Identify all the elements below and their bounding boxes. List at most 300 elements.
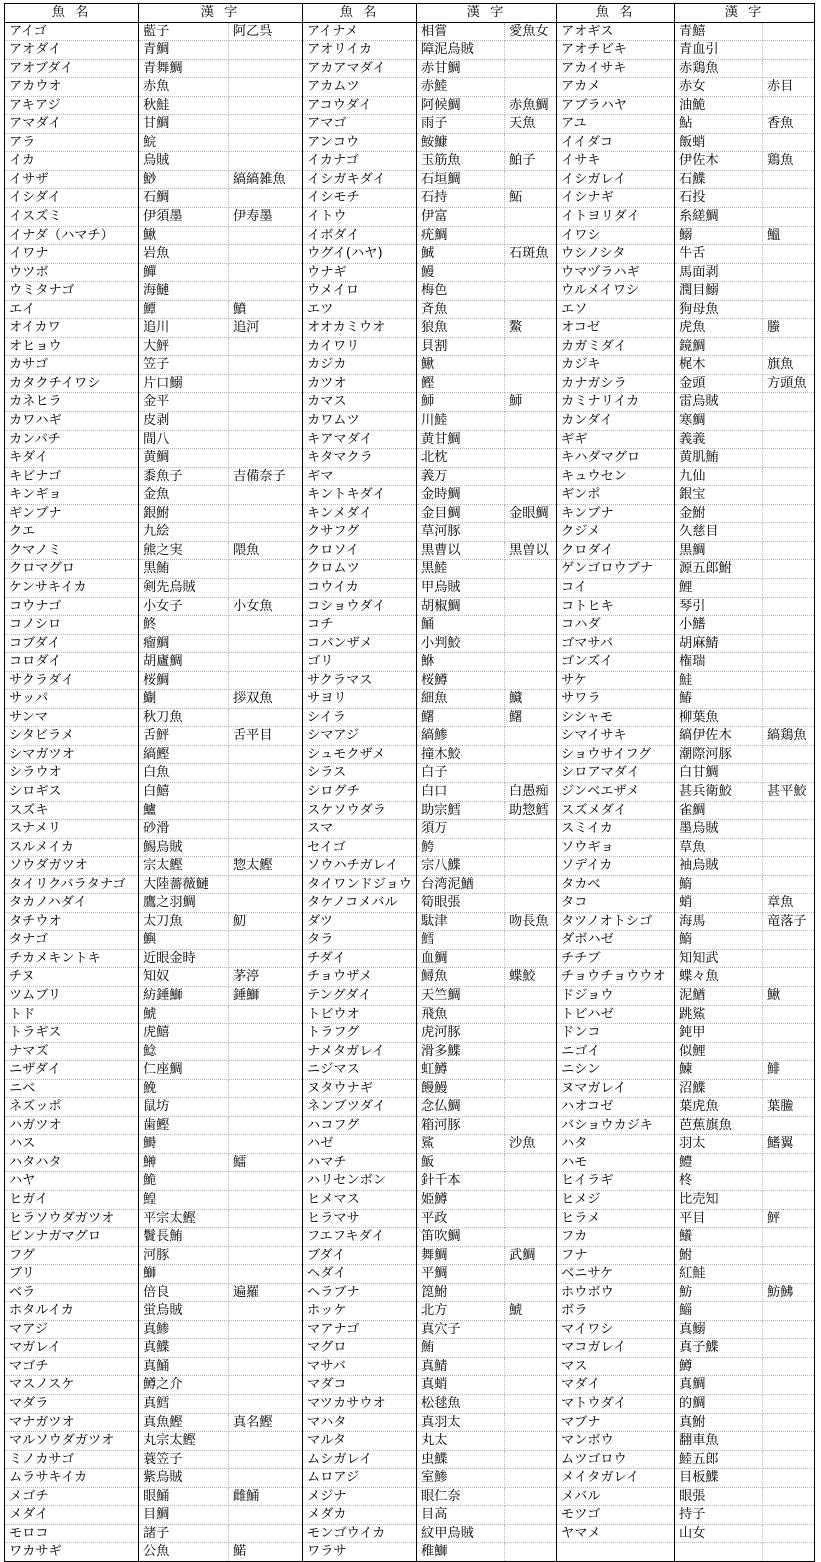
kanji: 桜鯛 — [139, 671, 229, 690]
kanji-alt — [229, 430, 303, 449]
kanji-alt — [505, 1079, 557, 1098]
fish-name: コロダイ — [5, 653, 139, 672]
fish-name: トビウオ — [303, 1005, 417, 1024]
kanji: 宗八鰈 — [417, 857, 505, 876]
kanji: 真鱈 — [139, 1395, 229, 1414]
fish-name: オイカワ — [5, 319, 139, 338]
kanji: 銀鮒 — [139, 504, 229, 523]
kanji: 鱶 — [675, 1228, 763, 1247]
kanji: 鮴 — [417, 653, 505, 672]
kanji: 北方 — [417, 1302, 505, 1321]
kanji-alt: 鰲 — [505, 319, 557, 338]
fish-name: ヘダイ — [303, 1265, 417, 1284]
kanji-alt — [229, 1061, 303, 1080]
fish-name — [557, 1543, 675, 1562]
fish-name: ハモ — [557, 1153, 675, 1172]
kanji: 天竺鯛 — [417, 986, 505, 1005]
kanji-alt — [229, 486, 303, 505]
kanji: 義万 — [417, 467, 505, 486]
fish-name: メダイ — [5, 1506, 139, 1525]
fish-name: アオギス — [557, 22, 675, 41]
kanji-alt — [505, 671, 557, 690]
kanji-alt: 鮊子 — [505, 152, 557, 171]
kanji: 鏡鯛 — [675, 337, 763, 356]
kanji: 饅鰻 — [417, 1079, 505, 1098]
kanji: 小女子 — [139, 597, 229, 616]
fish-name: マハタ — [303, 1413, 417, 1432]
kanji-alt — [763, 430, 815, 449]
fish-name: チヌ — [5, 968, 139, 987]
kanji: 寒鯛 — [675, 412, 763, 431]
fish-name: コウナゴ — [5, 597, 139, 616]
fish-name: キアマダイ — [303, 430, 417, 449]
fish-name: アイナメ — [303, 22, 417, 41]
kanji: 赤鶏魚 — [675, 59, 763, 78]
fish-name: タナゴ — [5, 931, 139, 950]
kanji-alt — [505, 208, 557, 227]
table-row — [5, 1320, 815, 1339]
kanji: 狼魚 — [417, 319, 505, 338]
kanji: 鯯 — [139, 690, 229, 709]
fish-name: マルタ — [303, 1432, 417, 1451]
kanji: 縞鰹 — [139, 745, 229, 764]
kanji-alt — [229, 1246, 303, 1265]
table-row — [5, 226, 815, 245]
fish-name: ベラ — [5, 1283, 139, 1302]
kanji: 白魚 — [139, 764, 229, 783]
fish-name: ナマズ — [5, 1042, 139, 1061]
kanji-alt — [763, 1005, 815, 1024]
table-row — [5, 1005, 815, 1024]
kanji: 片口鰯 — [139, 374, 229, 393]
fish-name: マグロ — [303, 1339, 417, 1358]
kanji-alt: 鰮 — [763, 226, 815, 245]
kanji: 梶木 — [675, 356, 763, 375]
kanji: 跳鯊 — [675, 1005, 763, 1024]
fish-name: コバンザメ — [303, 634, 417, 653]
fish-name: ブダイ — [303, 1246, 417, 1265]
fish-name: フナ — [557, 1246, 675, 1265]
fish-name: ヒラメ — [557, 1209, 675, 1228]
kanji-alt — [229, 1450, 303, 1469]
fish-name: ボラ — [557, 1302, 675, 1321]
table-row — [5, 263, 815, 282]
kanji-alt: 吉備奈子 — [229, 467, 303, 486]
fish-name: ウナギ — [303, 263, 417, 282]
fish-name: クジメ — [557, 523, 675, 542]
kanji: 笛吹鯛 — [417, 1228, 505, 1247]
kanji: 目高 — [417, 1506, 505, 1525]
fish-name: マダイ — [557, 1376, 675, 1395]
kanji: 蓑笠子 — [139, 1450, 229, 1469]
kanji-alt — [505, 1265, 557, 1284]
kanji: 鯥五郎 — [675, 1450, 763, 1469]
kanji-alt: 金眼鯛 — [505, 504, 557, 523]
kanji-alt: 鱝 — [229, 300, 303, 319]
fish-name: キンギョ — [5, 486, 139, 505]
kanji: 真子鰈 — [675, 1339, 763, 1358]
fish-name: キハダマグロ — [557, 449, 675, 468]
fish-name: カンダイ — [557, 412, 675, 431]
kanji-alt: 葉䲢 — [763, 1098, 815, 1117]
kanji-alt: 鮃 — [763, 1209, 815, 1228]
fish-name: ヒメジ — [557, 1191, 675, 1210]
kanji-alt — [505, 1061, 557, 1080]
kanji: 胡廬鯛 — [139, 653, 229, 672]
kanji-alt — [763, 467, 815, 486]
kanji: 草魚 — [675, 838, 763, 857]
table-row — [5, 875, 815, 894]
kanji-alt — [763, 1116, 815, 1135]
kanji: 真穴子 — [417, 1320, 505, 1339]
fish-name: ムロアジ — [303, 1469, 417, 1488]
fish-name: カネヒラ — [5, 393, 139, 412]
kanji: 舞鯛 — [417, 1246, 505, 1265]
fish-name: ハヤ — [5, 1172, 139, 1191]
kanji-alt — [229, 838, 303, 857]
kanji-alt: 魴鮄 — [763, 1283, 815, 1302]
fish-name: ヒラソウダガツオ — [5, 1209, 139, 1228]
kanji-alt — [763, 282, 815, 301]
kanji: 黄鯛 — [139, 449, 229, 468]
table-row — [5, 634, 815, 653]
kanji-alt — [229, 875, 303, 894]
kanji-alt — [505, 412, 557, 431]
fish-name: サヨリ — [303, 690, 417, 709]
kanji-alt: 茅渟 — [229, 968, 303, 987]
fish-name: コウイカ — [303, 578, 417, 597]
kanji: 追川 — [139, 319, 229, 338]
table-row — [5, 690, 815, 709]
kanji: 念仏鯛 — [417, 1098, 505, 1117]
kanji: 羽太 — [675, 1135, 763, 1154]
kanji-alt — [505, 1153, 557, 1172]
table-row — [5, 393, 815, 412]
kanji-alt — [763, 1487, 815, 1506]
table-row — [5, 708, 815, 727]
kanji: 鱈 — [417, 931, 505, 950]
kanji-alt: 章魚 — [763, 894, 815, 913]
fish-name: イシモチ — [303, 189, 417, 208]
fish-name: タコ — [557, 894, 675, 913]
kanji-alt — [505, 616, 557, 635]
fish-name: ワカサギ — [5, 1543, 139, 1562]
kanji-alt — [229, 59, 303, 78]
kanji-alt: 黒曽以 — [505, 541, 557, 560]
kanji-alt — [763, 1191, 815, 1210]
kanji-alt — [763, 820, 815, 839]
fish-name: ホタルイカ — [5, 1302, 139, 1321]
kanji-alt — [229, 782, 303, 801]
fish-name: ハス — [5, 1135, 139, 1154]
table-row — [5, 467, 815, 486]
fish-name: ダツ — [303, 912, 417, 931]
kanji: 紫烏賊 — [139, 1469, 229, 1488]
fish-name: シュモクザメ — [303, 745, 417, 764]
kanji-alt — [763, 170, 815, 189]
fish-name: トラギス — [5, 1024, 139, 1043]
kanji: 鰉 — [139, 1191, 229, 1210]
kanji: 鰻 — [417, 263, 505, 282]
table-row — [5, 374, 815, 393]
kanji: 眼仁奈 — [417, 1487, 505, 1506]
kanji-alt — [505, 857, 557, 876]
fish-name: ヒイラギ — [557, 1172, 675, 1191]
kanji-alt — [763, 949, 815, 968]
kanji: 雷烏賊 — [675, 393, 763, 412]
kanji: 似鯉 — [675, 1042, 763, 1061]
kanji-alt — [505, 1172, 557, 1191]
table-row — [5, 1469, 815, 1488]
kanji: 金鮒 — [675, 504, 763, 523]
fish-name: イシガキダイ — [303, 170, 417, 189]
kanji: 秋刀魚 — [139, 708, 229, 727]
kanji: 石投 — [675, 189, 763, 208]
fish-name: アカムツ — [303, 78, 417, 97]
kanji: 稚鰤 — [417, 1543, 505, 1562]
table-row — [5, 78, 815, 97]
kanji: 須万 — [417, 820, 505, 839]
kanji-alt — [229, 523, 303, 542]
kanji-alt — [505, 59, 557, 78]
kanji-alt — [763, 857, 815, 876]
fish-name: シマイサキ — [557, 727, 675, 746]
kanji: 金時鯛 — [417, 486, 505, 505]
kanji: 目板鰈 — [675, 1469, 763, 1488]
kanji: 大鮃 — [139, 337, 229, 356]
fish-name: クサフグ — [303, 523, 417, 542]
kanji-alt — [763, 616, 815, 635]
fish-name: ニベ — [5, 1079, 139, 1098]
kanji: 狗母魚 — [675, 300, 763, 319]
table-row — [5, 597, 815, 616]
fish-name: ウマヅラハギ — [557, 263, 675, 282]
fish-name: ハコフグ — [303, 1116, 417, 1135]
kanji-alt — [763, 1246, 815, 1265]
fish-name: スミイカ — [557, 820, 675, 839]
kanji-alt: 舌平目 — [229, 727, 303, 746]
kanji: 石鰈 — [675, 170, 763, 189]
fish-name: メゴチ — [5, 1487, 139, 1506]
kanji-alt — [763, 1432, 815, 1451]
kanji: 真鯒 — [139, 1357, 229, 1376]
kanji: 鰍 — [139, 226, 229, 245]
fish-name: ギンブナ — [5, 504, 139, 523]
kanji-alt: 竜落子 — [763, 912, 815, 931]
kanji: 鮬 — [417, 838, 505, 857]
header-fish-name-3: 魚 名 — [557, 4, 675, 23]
table-row — [5, 1432, 815, 1451]
kanji: 鯒 — [417, 616, 505, 635]
fish-name: タチウオ — [5, 912, 139, 931]
kanji-alt — [763, 1395, 815, 1414]
kanji: 鰰 — [139, 1153, 229, 1172]
kanji: 箱河豚 — [417, 1116, 505, 1135]
fish-name: サクラマス — [303, 671, 417, 690]
fish-name: ソウハチガレイ — [303, 857, 417, 876]
kanji: 金目鯛 — [417, 504, 505, 523]
kanji-alt — [229, 820, 303, 839]
kanji: 伊富 — [417, 208, 505, 227]
fish-name: トラフグ — [303, 1024, 417, 1043]
kanji-alt — [763, 671, 815, 690]
kanji-alt — [763, 1376, 815, 1395]
kanji-alt — [763, 690, 815, 709]
fish-name: アキアジ — [5, 96, 139, 115]
kanji-alt — [229, 708, 303, 727]
fish-name: カガミダイ — [557, 337, 675, 356]
kanji: 黍魚子 — [139, 467, 229, 486]
fish-name: カタクチイワシ — [5, 374, 139, 393]
kanji-alt — [763, 300, 815, 319]
fish-name: ムツゴロウ — [557, 1450, 675, 1469]
fish-name: チカメキントキ — [5, 949, 139, 968]
kanji: 諸子 — [139, 1524, 229, 1543]
kanji-alt — [229, 1339, 303, 1358]
kanji: 鱒之介 — [139, 1376, 229, 1395]
fish-name: ハタ — [557, 1135, 675, 1154]
kanji-alt — [505, 356, 557, 375]
kanji-alt — [229, 1098, 303, 1117]
table-row — [5, 1079, 815, 1098]
kanji-alt — [229, 1524, 303, 1543]
kanji: 鰍 — [417, 356, 505, 375]
kanji: 岩魚 — [139, 245, 229, 264]
fish-name: クエ — [5, 523, 139, 542]
kanji: 小判鮫 — [417, 634, 505, 653]
fish-name: アカウオ — [5, 78, 139, 97]
kanji: 石鯛 — [139, 189, 229, 208]
kanji-alt — [505, 374, 557, 393]
fish-name: マス — [557, 1357, 675, 1376]
kanji: 鯎 — [417, 245, 505, 264]
kanji-alt — [763, 1450, 815, 1469]
kanji: 柊 — [675, 1172, 763, 1191]
kanji: 松毬魚 — [417, 1395, 505, 1414]
kanji-alt — [763, 1302, 815, 1321]
fish-name: カマス — [303, 393, 417, 412]
kanji-alt — [229, 949, 303, 968]
fish-name: シシャモ — [557, 708, 675, 727]
kanji-alt — [505, 764, 557, 783]
fish-name: ニザダイ — [5, 1061, 139, 1080]
table-row — [5, 170, 815, 189]
kanji: 甚兵衛鮫 — [675, 782, 763, 801]
kanji-alt — [229, 1320, 303, 1339]
fish-name: イサキ — [557, 152, 675, 171]
kanji: 胡麻鯖 — [675, 634, 763, 653]
fish-name: メイタガレイ — [557, 1469, 675, 1488]
kanji-alt — [763, 541, 815, 560]
kanji: 小鰭 — [675, 616, 763, 635]
table-row — [5, 820, 815, 839]
table-row — [5, 1042, 815, 1061]
fish-name: タツノオトシゴ — [557, 912, 675, 931]
kanji-alt — [505, 430, 557, 449]
kanji: 泥鰌 — [675, 986, 763, 1005]
fish-name: ヘラブナ — [303, 1283, 417, 1302]
fish-name: マダコ — [303, 1376, 417, 1395]
kanji: 虎鱚 — [139, 1024, 229, 1043]
kanji-alt: 鱰 — [505, 708, 557, 727]
fish-name: シロギス — [5, 782, 139, 801]
fish-name: ネンブツダイ — [303, 1098, 417, 1117]
fish-name: ドジョウ — [557, 986, 675, 1005]
kanji: 鰯 — [675, 226, 763, 245]
fish-name: マアジ — [5, 1320, 139, 1339]
kanji: 平政 — [417, 1209, 505, 1228]
table-row — [5, 1024, 815, 1043]
fish-name: ウツボ — [5, 263, 139, 282]
fish-name: シイラ — [303, 708, 417, 727]
fish-name: イカ — [5, 152, 139, 171]
kanji-alt: 遍羅 — [229, 1283, 303, 1302]
kanji: 河豚 — [139, 1246, 229, 1265]
kanji-alt — [505, 986, 557, 1005]
header-kanji-2: 漢 字 — [417, 4, 557, 23]
kanji-alt — [763, 1413, 815, 1432]
kanji-alt — [505, 597, 557, 616]
kanji: 真鮒 — [675, 1413, 763, 1432]
kanji: 赤鯥 — [417, 78, 505, 97]
fish-name: アユ — [557, 115, 675, 134]
fish-name: キタマクラ — [303, 449, 417, 468]
kanji: 雨子 — [417, 115, 505, 134]
fish-name: ホッケ — [303, 1302, 417, 1321]
fish-name: イカナゴ — [303, 152, 417, 171]
fish-name: ミノカサゴ — [5, 1450, 139, 1469]
fish-name: ツムブリ — [5, 986, 139, 1005]
fish-name: カンパチ — [5, 430, 139, 449]
kanji: 藍子 — [139, 22, 229, 41]
kanji-alt: 甚平鮫 — [763, 782, 815, 801]
kanji: 丸宗太鰹 — [139, 1432, 229, 1451]
kanji-alt: 隈魚 — [229, 541, 303, 560]
kanji-alt — [505, 1395, 557, 1414]
kanji: 鰣 — [139, 1135, 229, 1154]
fish-name: クマノミ — [5, 541, 139, 560]
kanji-alt — [505, 1098, 557, 1117]
fish-name: クロダイ — [557, 541, 675, 560]
kanji: 石持 — [417, 189, 505, 208]
kanji-alt — [763, 1506, 815, 1525]
kanji-alt — [763, 931, 815, 950]
kanji-alt — [229, 133, 303, 152]
table-row — [5, 616, 815, 635]
kanji: 比売知 — [675, 1191, 763, 1210]
fish-name: マンボウ — [557, 1432, 675, 1451]
kanji: 虎河豚 — [417, 1024, 505, 1043]
fish-name: ヌマガレイ — [557, 1079, 675, 1098]
table-row — [5, 745, 815, 764]
kanji-alt — [763, 597, 815, 616]
kanji: 鮸 — [139, 1079, 229, 1098]
kanji-alt: 鶏魚 — [763, 152, 815, 171]
kanji: 潮際河豚 — [675, 745, 763, 764]
kanji: 鰆 — [675, 690, 763, 709]
kanji-alt — [505, 1469, 557, 1488]
fish-name: アイゴ — [5, 22, 139, 41]
kanji: 姫鱒 — [417, 1191, 505, 1210]
table-row — [5, 1524, 815, 1543]
fish-name: ニゴイ — [557, 1042, 675, 1061]
kanji-alt — [505, 1450, 557, 1469]
kanji-alt — [763, 745, 815, 764]
kanji-alt: 螣 — [763, 319, 815, 338]
fish-name: ヌタウナギ — [303, 1079, 417, 1098]
kanji-alt — [763, 1469, 815, 1488]
kanji: 真蛸 — [417, 1376, 505, 1395]
